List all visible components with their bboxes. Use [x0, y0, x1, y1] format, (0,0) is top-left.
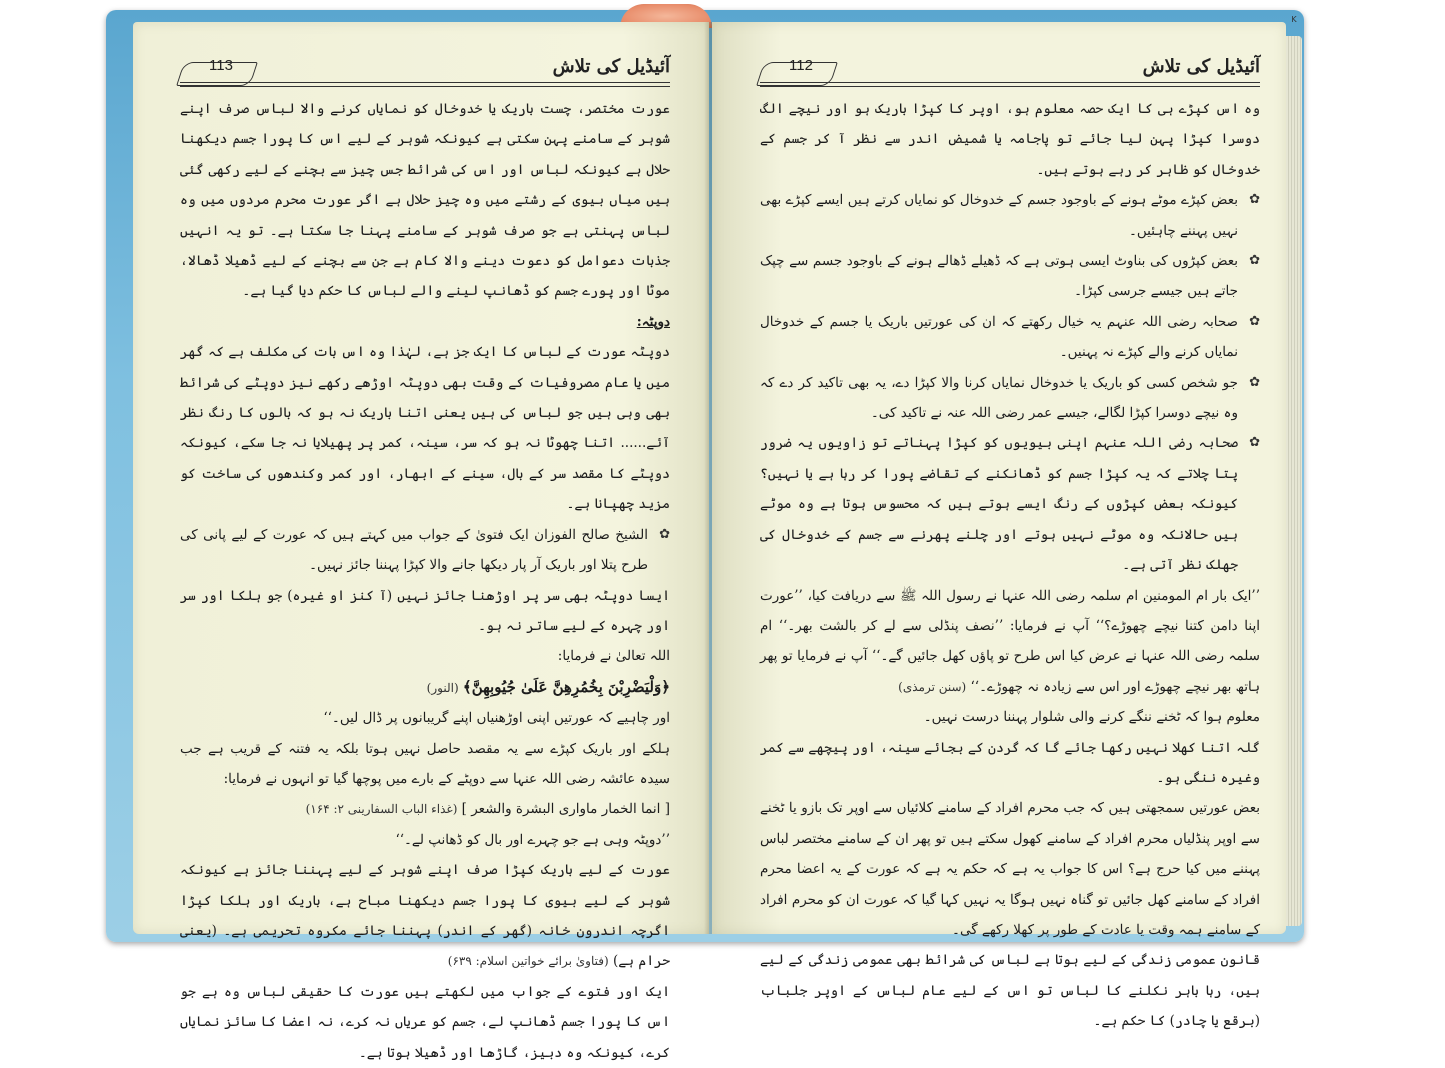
paragraph-text: ’’دوپٹہ وہی ہے جو چہرے اور بال کو ڈھانپ لے۔‘‘	[395, 831, 670, 848]
section-heading	[180, 307, 670, 337]
reference-citation: (النور)	[426, 680, 459, 695]
bullet-item	[760, 368, 1260, 429]
paragraph	[760, 702, 1260, 732]
bullet-item	[760, 185, 1260, 246]
paragraph-text: ﴿وَلْيَضْرِبْنَ بِخُمُرِهِنَّ عَلَىٰ جُيُوبِهِنَّ﴾	[462, 677, 670, 696]
paragraph-text: گلہ اتنا کھلا نہیں رکھا جائے گا کہ گردن کے بجائے سینہ، اور پیچھے سے کمر وغیرہ ننگی ہو۔	[760, 739, 1260, 786]
paragraph-text: بعض عورتیں سمجھتی ہیں کہ جب محرم افراد کے سامنے کلائیاں سے اوپر تک بازو یا ٹخنے سے اوپر پنڈلیاں محرم افراد کے سامنے کھول سکتے ہیں تو پھر ان کے سامنے مختصر لباس پہننے میں کیا حرج ہے؟ اس کا جواب یہ ہے کہ حکم یہ ہے کہ عورت کے یہ اعضا محرم افراد کے سامنے کھل جائیں تو گناہ نہیں ہوگا یہ نہیں کہا گیا کہ عورت ان کو محرم افراد کے سامنے ہمہ وقت یا عادت کے طور پر کھلا رکھے گی۔	[760, 800, 1260, 938]
paragraph-text: [ انما الخمار ماواری البشرة والشعر ]	[461, 801, 670, 818]
paragraph-text: صحابہ رضی اللہ عنہم یہ خیال رکھتے کہ ان کی عورتیں باریک یا جسم کے خدوخال نمایاں کرنے والے کپڑے نہ پہنیں۔	[760, 313, 1238, 361]
left-page-body	[180, 94, 670, 1061]
paragraph-text: عورت کے لیے باریک کپڑا صرف اپنے شوہر کے لیے پہننا جائز ہے کیونکہ شوہر کے لیے بیوی کا پورا جسم دیکھنا مباح ہے، باریک اور ہلکا کپڑا اگرچہ اندرون خانہ (گھر کے اندر) پہننا جائے مکروہ تحریمی ہے۔ (یعنی حرام ہے)	[180, 862, 670, 970]
paragraph	[760, 581, 1260, 703]
paragraph-text: اللہ تعالیٰ نے فرمایا:	[557, 648, 670, 665]
bullet-item	[760, 428, 1260, 580]
right-header-title: آئیڈیل کی تلاش	[1142, 56, 1260, 77]
paragraph-text: دوپٹہ:	[636, 313, 670, 330]
bullet-item	[760, 246, 1260, 307]
paragraph	[180, 94, 670, 307]
paragraph	[760, 94, 1260, 185]
paragraph-text: الشیخ صالح الفوزان ایک فتویٰ کے جواب میں کہتے ہیں کہ عورت کے لیے پانی کی طرح پتلا اور باریک آر پار دیکھا جانے والا کپڑا پہننا جائز نہیں۔	[180, 526, 648, 574]
left-page-header	[180, 56, 670, 90]
paragraph-text: ہلکے اور باریک کپڑے سے یہ مقصد حاصل نہیں ہوتا بلکہ یہ فتنہ کے قریب ہے جب سیدہ عائشہ رضی اللہ عنہا سے دوپٹے کے بارے میں پوچھا گیا تو انہوں نے فرمایا:	[180, 740, 670, 787]
reference-citation: (غذاء الباب السفارینی ۲: ۱۶۴)	[305, 802, 458, 817]
bullet-item	[180, 520, 670, 581]
paragraph	[180, 855, 670, 977]
paragraph-text: ایک اور فتوے کے جواب میں لکھتے ہیں عورت کا حقیقی لباس وہ ہے جو اس کا پورا جسم ڈھانپ لے، جسم کو عریاں نہ کرے، نہ اعضا کا سائز نمایاں کرے، کیونکہ وہ دبیز، گاڑھا اور ڈھیلا ہوتا ہے۔	[180, 983, 670, 1061]
paragraph-text: بعض کپڑوں کی بناوٹ ایسی ہوتی ہے کہ ڈھیلے ڈھالے ہونے کے باوجود جسم سے چپک جاتے ہیں جیسے جرسی کپڑا۔	[760, 253, 1238, 300]
paragraph-text: وہ اس کپڑے ہی کا ایک حصہ معلوم ہو، اوپر کا کپڑا باریک ہو اور نیچے الگ دوسرا کپڑا پہن لیا جائے تو پاجامہ یا شمیض اندر سے نظر آ کر جسم کے خدوخال کو ظاہر کر رہے ہوتے ہیں۔	[760, 101, 1260, 178]
bullet-item	[760, 307, 1260, 368]
paragraph	[760, 793, 1260, 945]
reference-citation: (فتاویٰ برائے خواتین اسلام: ۶۳۹)	[447, 954, 609, 969]
paragraph	[180, 641, 670, 671]
paragraph-text: معلوم ہوا کہ ٹخنے ننگے کرنے والی شلوار پہننا درست نہیں۔	[923, 709, 1260, 726]
paragraph	[180, 734, 670, 795]
page-edges	[1286, 36, 1302, 926]
paragraph-text: ایسا دوپٹہ بھی سر پر اوڑھنا جائز نہیں (آ کنز او غیرہ) جو ہلکا اور سر اور چہرہ کے لیے ساتر نہ ہو۔	[180, 587, 670, 634]
paragraph-text: دوپٹہ عورت کے لباس کا ایک جز ہے، لہٰذا وہ اس بات کی مکلف ہے کہ گھر میں یا عام مصروفیات کے وقت بھی دوپٹہ اوڑھے رکھے نیز دوپٹے کی شرائط بھی وہی ہیں جو لباس کی ہیں یعنی اتنا باریک نہ ہو کہ بالوں کا رنگ نظر آئے...... اتنا چھوٹا نہ ہو کہ سر، سینہ، کمر پر پھیلایا نہ جا سکے، کیونکہ دوپٹے کا مقصد سر کے بال، سینے کے ابھار، اور کمر وکندھوں کی ساخت کو مزید چھپانا ہے۔	[180, 344, 670, 513]
right-page-body	[760, 94, 1260, 1030]
paragraph	[760, 733, 1260, 794]
quran-verse	[180, 672, 670, 703]
paragraph-text: قانون عمومی زندگی کے لیے ہوتا ہے لباس کی شرائط بھی عمومی زندگی کے لیے ہیں، رہا باہر نکلنے کا لباس تو اس کے لیے عام لباس کے اوپر جلباب (برقع یا چادر) کا حکم ہے۔	[760, 952, 1260, 1030]
header-rule	[760, 82, 1260, 87]
paragraph-text: جو شخص کسی کو باریک یا خدوخال نمایاں کرنا والا کپڑا دے، یہ بھی تاکید کر دے کہ وہ نیچے دوسرا کپڑا لگالے، جیسے عمر رضی اللہ عنہ نے تاکید کی۔	[760, 374, 1238, 422]
header-rule	[180, 82, 670, 87]
paragraph-text: عورت مختصر، چست باریک یا خدوخال کو نمایاں کرنے والا لباس صرف اپنے شوہر کے سامنے پہن سکتی ہے کیونکہ شوہر کے لیے اس کا پورا جسم دیکھنا حلال ہے کیونکہ لباس اور اس کی شرائط جس چیز سے بچنے کے لیے رکھی گئی ہیں میاں بیوی کے رشتے میں وہ چیز حلال ہے اگر عورت محرم مردوں میں وہ لباس پہنتی ہے جو صرف شوہر کے سامنے پہنا جا سکتا ہے۔ تو یہ انہیں جذبات دعوامل کو دعوت دینے والا کام ہے جن سے بچنے کے لیے ڈھیلا ڈھالا، موٹا اور پورے جسم کو ڈھانپ لینے والے لباس کا حکم دیا گیا ہے۔	[180, 101, 670, 300]
left-header-title: آئیڈیل کی تلاش	[552, 56, 670, 77]
paragraph-text: اور چاہیے کہ عورتیں اپنی اوڑھنیاں اپنے گریبانوں پر ڈال لیں۔‘‘	[323, 710, 670, 727]
paragraph-text: بعض کپڑے موٹے ہونے کے باوجود جسم کے خدوخال کو نمایاں کرتے ہیں ایسے کپڑے بھی نہیں پہننے چاہئیں۔	[760, 192, 1238, 239]
paragraph	[180, 337, 670, 519]
reference-citation: (سنن ترمذی)	[898, 679, 967, 694]
arabic-quote	[180, 794, 670, 824]
paragraph	[180, 977, 670, 1068]
paragraph-text: صحابہ رضی اللہ عنہم اپنی بیویوں کو کپڑا پہناتے تو زاویوں یہ ضرور پتا چلاتے کہ یہ کپڑا جسم کو ڈھانکنے کے تقاضے پورا کر رہا ہے یا نہیں؟ کیونکہ بعض کپڑوں کے رنگ ایسے ہوتے ہیں کہ محسوس ہوتا ہے وہ موٹے ہیں حالانکہ وہ موٹے نہیں ہوتے اور چلنے پھرنے سے جسم کے خدوخال کی جھلک نظر آتی ہے۔	[760, 435, 1238, 574]
paragraph	[760, 945, 1260, 1036]
left-page-number: 113	[209, 57, 233, 74]
spine-label: K	[1291, 15, 1297, 24]
right-page-header	[760, 56, 1260, 90]
paragraph	[180, 825, 670, 855]
paragraph	[180, 703, 670, 733]
paragraph	[180, 581, 670, 642]
paragraph-text: ’’ایک بار ام المومنین ام سلمہ رضی اللہ عنہا نے رسول اللہ ﷺ سے دریافت کیا، ’’عورت اپنا دامن کتنا نیچے چھوڑے؟‘‘ آپ نے فرمایا: ’’نصف پنڈلی سے لے کر بالشت بھر۔‘‘ ام سلمہ رضی اللہ عنہا نے عرض کیا اس طرح تو پاؤں کھل جائیں گے۔‘‘ آپ نے فرمایا تو پھر ہاتھ بھر نیچے چھوڑے اور اس سے زیادہ نہ چھوڑے۔‘‘	[760, 587, 1260, 695]
right-page-number: 112	[789, 57, 813, 74]
